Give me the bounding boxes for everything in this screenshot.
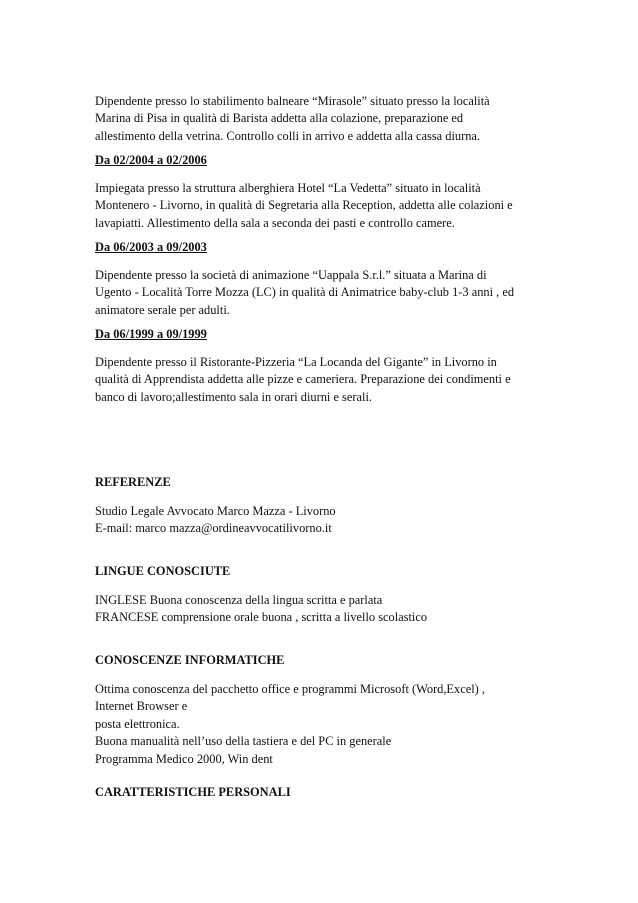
lingue-content: [95, 592, 555, 627]
body-line: Internet Browser e: [95, 699, 188, 714]
section-heading: CARATTERISTICHE PERSONALI: [95, 785, 291, 799]
section-heading: CONOSCENZE INFORMATICHE: [95, 653, 285, 667]
section-referenze: [95, 474, 555, 491]
body-line: Dipendente presso la società di animazione “Uappala S.r.l.” situata a Marina di: [95, 268, 487, 282]
experience-entry: [95, 152, 555, 169]
body-line: Ottima conoscenza del pacchetto office e programmi Microsoft (Word,Excel) ,: [95, 682, 485, 696]
experience-description: [95, 180, 555, 232]
experience-entry: [95, 93, 555, 145]
informatiche-content: [95, 681, 555, 768]
experience-date: Da 06/1999 a 09/1999: [95, 327, 207, 341]
body-line: Studio Legale Avvocato Marco Mazza - Livorno: [95, 504, 336, 518]
section-informatiche: [95, 652, 555, 669]
experience-date: Da 02/2004 a 02/2006: [95, 153, 207, 167]
body-line: allestimento della vetrina. Controllo colli in arrivo e addetta alla cassa diurna.: [95, 128, 481, 143]
section-heading: LINGUE CONOSCIUTE: [95, 564, 231, 578]
body-line: qualità di Apprendista addetta alle pizze e cameriera. Preparazione dei condimenti e: [95, 372, 511, 387]
body-line: banco di lavoro;allestimento sala in orari diurni e serali.: [95, 389, 372, 404]
body-line: INGLESE Buona conoscenza della lingua scritta e parlata: [95, 593, 383, 607]
body-line: Programma Medico 2000, Win dent: [95, 751, 273, 766]
body-line: Impiegata presso la struttura alberghiera Hotel “La Vedetta” situato in località: [95, 181, 481, 195]
experience-date: Da 06/2003 a 09/2003: [95, 240, 207, 254]
section-personali: [95, 784, 555, 801]
body-line: posta elettronica.: [95, 716, 180, 731]
section-lingue: [95, 563, 555, 580]
body-line: E-mail: marco mazza@ordineavvocatilivorno.it: [95, 521, 332, 536]
experience-description: [95, 267, 555, 319]
referenze-content: [95, 503, 555, 538]
experience-entry: [95, 239, 555, 256]
body-line: Buona manualità nell’uso della tastiera e del PC in generale: [95, 734, 392, 749]
body-line: Ugento - Località Torre Mozza (LC) in qualità di Animatrice baby-club 1-3 anni , ed: [95, 285, 515, 300]
body-line: Montenero - Livorno, in qualità di Segretaria alla Reception, addetta alle colazioni e: [95, 198, 513, 213]
body-line: Dipendente presso il Ristorante-Pizzeria “La Locanda del Gigante” in Livorno in: [95, 355, 497, 369]
body-line: Dipendente presso lo stabilimento balneare “Mirasole” situato presso la località: [95, 94, 490, 108]
body-line: animatore serale per adulti.: [95, 302, 230, 317]
body-line: lavapiatti. Allestimento della sala a seconda dei pasti e controllo camere.: [95, 215, 455, 230]
experience-entry: [95, 326, 555, 343]
body-line: FRANCESE comprensione orale buona , scritta a livello scolastico: [95, 610, 428, 625]
section-heading: REFERENZE: [95, 475, 171, 489]
body-line: Marina di Pisa in qualità di Barista addetta alla colazione, preparazione ed: [95, 111, 464, 126]
experience-description: [95, 354, 555, 406]
